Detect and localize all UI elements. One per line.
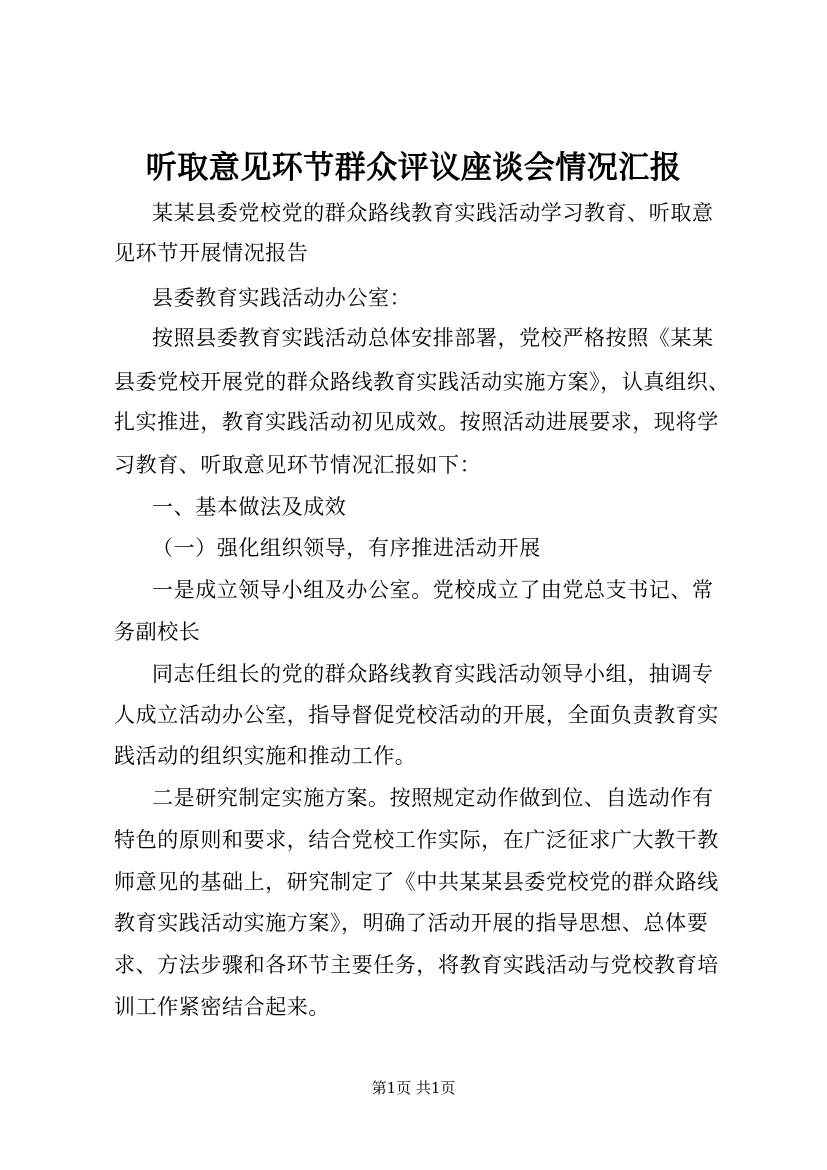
paragraph-line: 务副校长 [114,620,201,644]
paragraph-line: 按照县委教育实践活动总体安排部署，党校严格按照《某某 [152,326,714,350]
paragraph-line: 二是研究制定实施方案。按照规定动作做到位、自选动作有 [152,786,714,810]
document-title: 听取意见环节群众评议座谈会情况汇报 [145,150,682,186]
paragraph-line: 特色的原则和要求，结合党校工作实际，在广泛征求广大教干教 [114,828,719,852]
paragraph-line: 训工作紧密结合起来。 [114,995,330,1019]
paragraph-line: 师意见的基础上，研究制定了《中共某某县委党校党的群众路线 [114,870,719,894]
paragraph-line: 见环节开展情况报告 [114,241,309,265]
paragraph-line: 教育实践活动实施方案》，明确了活动开展的指导思想、总体要 [114,911,709,935]
paragraph-line: 县委党校开展党的群众路线教育实践活动实施方案》，认真组织、 [114,370,730,394]
page-footer: 第1页 共1页 [371,1079,456,1097]
paragraph-line: 县委教育实践活动办公室： [152,286,412,310]
subsection-heading: （一）强化组织领导，有序推进活动开展 [152,536,541,560]
paragraph-line: 一是成立领导小组及办公室。党校成立了由党总支书记、常 [152,578,714,602]
paragraph-line: 人成立活动办公室，指导督促党校活动的开展，全面负责教育实 [114,703,719,727]
paragraph-line: 习教育、听取意见环节情况汇报如下： [114,453,482,477]
paragraph-line: 同志任组长的党的群众路线教育实践活动领导小组，抽调专 [152,662,714,686]
paragraph-line: 某某县委党校党的群众路线教育实践活动学习教育、听取意 [152,201,714,225]
paragraph-line: 扎实推进，教育实践活动初见成效。按照活动进展要求，现将学 [114,410,719,434]
section-heading: 一、基本做法及成效 [152,495,347,519]
paragraph-line: 践活动的组织实施和推动工作。 [114,744,417,768]
paragraph-line: 求、方法步骤和各环节主要任务，将教育实践活动与党校教育培 [114,953,719,977]
